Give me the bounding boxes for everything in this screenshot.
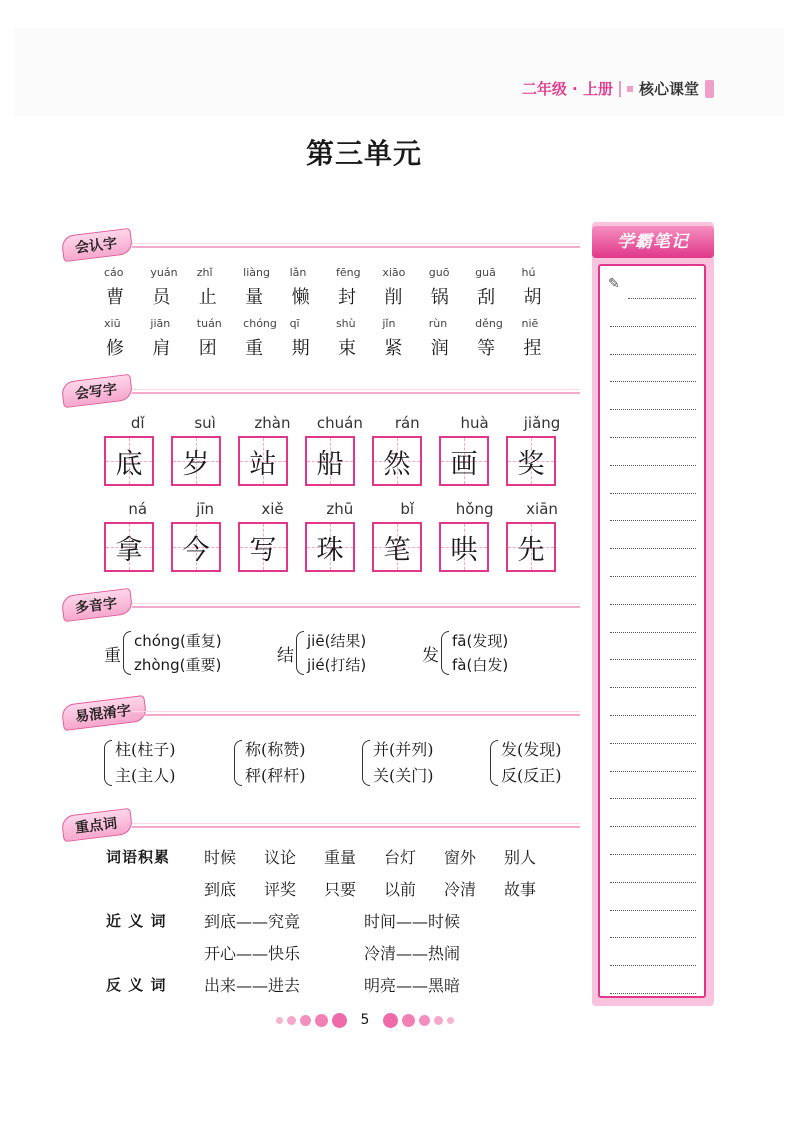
pinyin: xiān	[526, 500, 558, 518]
synonym-row	[204, 909, 524, 932]
pinyin: suì	[194, 414, 216, 432]
polyphonic-item	[277, 628, 366, 678]
hanzi: 锅	[430, 287, 449, 308]
word: 重量	[324, 848, 357, 867]
pinyin: huà	[460, 414, 489, 432]
hanzi: 削	[384, 287, 403, 308]
hanzi: 奖	[517, 448, 545, 480]
pinyin: xiū	[104, 317, 121, 330]
hanzi: 紧	[384, 338, 403, 359]
note-line	[610, 604, 696, 605]
brace	[123, 631, 131, 675]
confusing-pair	[362, 738, 434, 788]
reading: fā(发现)	[452, 632, 509, 650]
pinyin: bǐ	[400, 500, 415, 518]
pinyin: niē	[521, 317, 539, 330]
note-line	[610, 465, 696, 466]
hanzi: 岁	[182, 448, 210, 480]
note-line	[610, 493, 696, 494]
section-tag: 重点词	[61, 808, 134, 842]
hanzi: 止	[198, 287, 217, 308]
reading: chóng(重复)	[134, 632, 222, 650]
pinyin: zhàn	[254, 414, 291, 432]
hanzi: 期	[291, 338, 310, 359]
brace	[490, 740, 498, 786]
hanzi: 胡	[523, 287, 542, 308]
hanzi: 底	[115, 448, 143, 480]
note-line	[610, 882, 696, 883]
note-line	[610, 437, 696, 438]
antonym-label: 反 义 词	[106, 976, 167, 994]
section-tag: 易混淆字	[61, 695, 148, 731]
section-rule	[132, 606, 580, 608]
pencil-icon: ✎	[608, 276, 620, 292]
section-rule	[132, 246, 580, 248]
page-title: 第三单元	[305, 137, 422, 170]
notes-title: 学霸笔记	[592, 226, 714, 258]
word-row	[204, 877, 564, 900]
pinyin: zhǐ	[196, 266, 213, 279]
section-rule	[132, 826, 580, 828]
header-tab	[705, 80, 714, 98]
notes-area[interactable]	[598, 264, 706, 998]
note-line	[610, 993, 696, 994]
dot	[419, 1015, 430, 1026]
word: 故事	[504, 880, 537, 899]
header-divider	[619, 81, 621, 97]
section-rule	[132, 392, 580, 394]
recognize-char-row-1	[104, 283, 568, 309]
pinyin: chóng	[243, 317, 277, 330]
note-line	[610, 409, 696, 410]
writing-cell	[506, 436, 556, 486]
pinyin: jǐn	[382, 317, 396, 330]
confusing-item: 秤(秤杆)	[245, 766, 306, 785]
synonym-label: 近 义 词	[106, 912, 167, 930]
write-pinyin-row-2	[104, 500, 576, 518]
hanzi: 捏	[523, 338, 542, 359]
note-line	[610, 798, 696, 799]
pinyin: jīn	[196, 500, 214, 518]
readings	[134, 629, 222, 677]
pinyin: jiǎng	[523, 414, 561, 432]
pair-items	[373, 737, 434, 789]
word: 别人	[504, 848, 537, 867]
hanzi: 然	[383, 448, 411, 480]
polyphonic-char: 结	[277, 645, 294, 666]
reading: zhòng(重要)	[134, 656, 222, 674]
recognize-pinyin-row-2	[104, 317, 568, 330]
hanzi: 束	[337, 338, 356, 359]
confusing-pair	[104, 738, 176, 788]
header-square	[627, 86, 633, 92]
pinyin: děng	[475, 317, 503, 330]
word: 议论	[264, 848, 297, 867]
note-line	[610, 520, 696, 521]
header-band	[14, 28, 784, 116]
word: 以前	[384, 880, 417, 899]
note-line	[610, 826, 696, 827]
dot	[383, 1013, 398, 1028]
dot	[402, 1014, 415, 1027]
reading: fà(白发)	[452, 656, 509, 674]
polyphonic-item	[422, 628, 508, 678]
note-line	[610, 910, 696, 911]
pinyin: xiě	[261, 500, 284, 518]
pinyin: fēng	[335, 266, 361, 279]
pair-items	[115, 737, 176, 789]
confusing-item: 并(并列)	[373, 740, 434, 759]
pinyin: dǐ	[130, 414, 145, 432]
reading: jiē(结果)	[307, 632, 367, 650]
word: 评奖	[264, 880, 297, 899]
pinyin: shù	[335, 317, 356, 330]
note-line	[610, 743, 696, 744]
hanzi: 等	[477, 338, 496, 359]
hanzi: 哄	[450, 534, 478, 566]
confusing-item: 反(反正)	[501, 766, 562, 785]
pinyin: lǎn	[289, 266, 307, 279]
pinyin: zhū	[326, 500, 354, 518]
hanzi: 船	[316, 448, 344, 480]
section-tag: 多音字	[61, 588, 134, 622]
note-line	[610, 771, 696, 772]
pinyin: chuán	[316, 414, 363, 432]
confusing-item: 关(关门)	[373, 766, 434, 785]
writing-cell	[305, 522, 355, 572]
hanzi: 修	[106, 338, 124, 359]
write-pinyin-row-1	[104, 414, 576, 432]
note-line	[610, 965, 696, 966]
readings	[307, 629, 366, 677]
pinyin: hǒng	[455, 500, 494, 518]
reading: jié(打结)	[307, 656, 367, 674]
writing-cell	[305, 436, 355, 486]
readings	[452, 629, 508, 677]
dot	[332, 1013, 347, 1028]
writing-cell	[171, 436, 221, 486]
page-number-bar	[0, 1012, 730, 1028]
pinyin: yuán	[150, 266, 178, 279]
note-line	[610, 715, 696, 716]
confusing-item: 柱(柱子)	[115, 740, 176, 759]
writing-cell	[104, 436, 154, 486]
brace	[362, 740, 370, 786]
pinyin: xiāo	[382, 266, 406, 279]
dot	[447, 1017, 454, 1024]
brace	[441, 631, 449, 675]
pinyin: guā	[475, 266, 496, 279]
writing-cell	[238, 436, 288, 486]
writing-cell	[238, 522, 288, 572]
writing-cell	[171, 522, 221, 572]
page-number: 5	[360, 1012, 370, 1028]
confusing-pair	[490, 738, 562, 788]
hanzi: 肩	[152, 338, 171, 359]
hanzi: 重	[245, 338, 264, 359]
polyphonic-char: 重	[104, 645, 121, 666]
polyphonic-item	[104, 628, 222, 678]
write-grid-row-2	[104, 522, 556, 572]
writing-cell	[372, 522, 422, 572]
note-line	[610, 326, 696, 327]
hanzi: 懒	[291, 287, 310, 308]
dot	[315, 1014, 328, 1027]
write-grid-row-1	[104, 436, 556, 486]
accumulate-label: 词语积累	[106, 848, 171, 866]
word: 台灯	[384, 848, 417, 867]
confusing-item: 称(称赞)	[245, 740, 306, 759]
hanzi: 画	[450, 448, 478, 480]
note-line	[610, 937, 696, 938]
word-pair: 明亮——黑暗	[364, 976, 461, 995]
hanzi: 站	[249, 448, 277, 480]
writing-cell	[439, 436, 489, 486]
brace	[234, 740, 242, 786]
polyphonic-char: 发	[422, 645, 439, 666]
hanzi: 拿	[115, 534, 143, 566]
pinyin: guō	[428, 266, 450, 279]
dot	[276, 1017, 283, 1024]
dot	[434, 1016, 443, 1025]
confusing-item: 发(发现)	[501, 740, 562, 759]
word-pair: 开心——快乐	[204, 944, 301, 963]
word: 冷清	[444, 880, 477, 899]
note-line	[628, 298, 696, 299]
note-line	[610, 632, 696, 633]
note-line	[610, 354, 696, 355]
writing-cell	[104, 522, 154, 572]
note-line	[610, 854, 696, 855]
note-line	[610, 548, 696, 549]
word: 窗外	[444, 848, 477, 867]
word-pair: 到底——究竟	[204, 912, 301, 931]
note-line	[610, 687, 696, 688]
section-tag: 会认字	[61, 228, 134, 262]
word-pair: 出来——进去	[204, 976, 301, 995]
pinyin: ná	[128, 500, 148, 518]
confusing-item: 主(主人)	[115, 766, 176, 785]
dot	[300, 1015, 311, 1026]
word-row	[204, 845, 564, 868]
hanzi: 珠	[316, 534, 344, 566]
hanzi: 员	[152, 287, 171, 308]
pinyin: cáo	[104, 266, 124, 279]
brace	[104, 740, 112, 786]
hanzi: 团	[198, 338, 217, 359]
pair-items	[245, 737, 306, 789]
word-pair: 时间——时候	[364, 912, 461, 931]
word: 到底	[204, 880, 237, 899]
hanzi: 写	[249, 534, 277, 566]
section-tag: 会写字	[61, 374, 134, 408]
course-label: 核心课堂	[638, 80, 699, 98]
confusing-pair	[234, 738, 306, 788]
synonym-row	[204, 941, 524, 964]
pair-items	[501, 737, 562, 789]
antonym-row	[204, 973, 524, 996]
brace	[296, 631, 304, 675]
page-header	[522, 78, 714, 99]
hanzi: 笔	[383, 534, 411, 566]
pinyin: jiān	[150, 317, 171, 330]
pinyin: rùn	[428, 317, 448, 330]
hanzi: 封	[337, 287, 356, 308]
writing-cell	[439, 522, 489, 572]
pinyin: hú	[521, 266, 536, 279]
dot	[287, 1016, 296, 1025]
section-rule	[132, 714, 580, 716]
hanzi: 润	[430, 338, 449, 359]
note-line	[610, 576, 696, 577]
word-pair: 冷清——热闹	[364, 944, 461, 963]
recognize-char-row-2	[104, 334, 568, 360]
recognize-pinyin-row-1	[104, 266, 568, 279]
hanzi: 曹	[106, 287, 124, 308]
writing-cell	[372, 436, 422, 486]
pinyin: tuán	[196, 317, 222, 330]
word: 只要	[324, 880, 357, 899]
word: 时候	[204, 848, 237, 867]
pinyin: liàng	[243, 266, 270, 279]
note-line	[610, 659, 696, 660]
hanzi: 先	[517, 534, 545, 566]
notes-panel	[592, 222, 714, 1006]
pinyin: rán	[394, 414, 420, 432]
hanzi: 量	[245, 287, 264, 308]
grade-label: 二年级 · 上册	[521, 80, 613, 98]
pinyin: qī	[289, 317, 300, 330]
writing-cell	[506, 522, 556, 572]
hanzi: 今	[182, 534, 210, 566]
note-line	[610, 381, 696, 382]
hanzi: 刮	[477, 287, 496, 308]
